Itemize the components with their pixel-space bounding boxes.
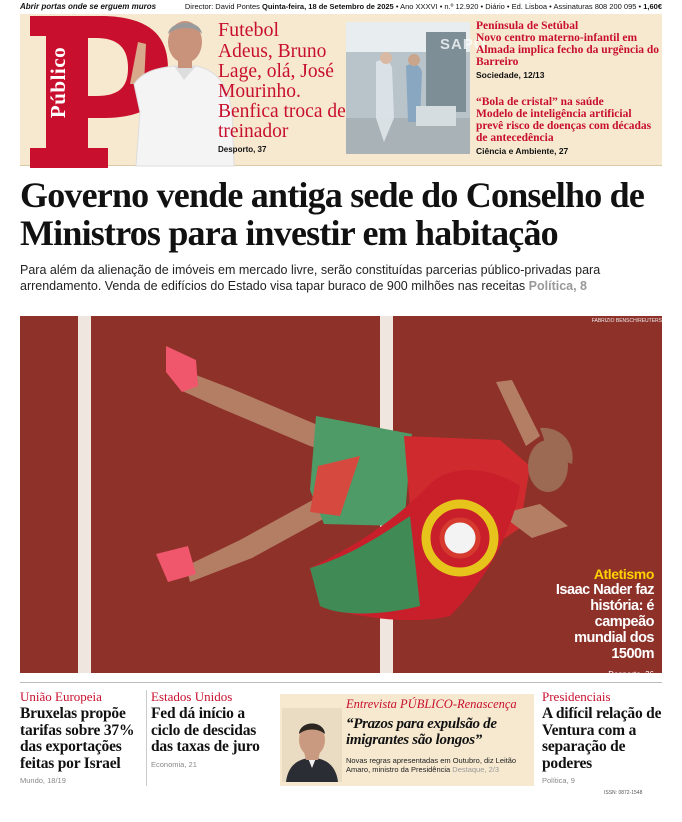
main-deck-text: Para além da alienação de imóveis em mercado livre, serão constituídas parcerias público-privadas para arrendamento. Venda de edifícios do Estado visa tapar buraco de 900 milhões nas receitas (20, 263, 601, 293)
logo-wordmark: Público (46, 46, 70, 119)
sapo-watermark: SAPO (440, 36, 487, 53)
eu-story[interactable] (20, 690, 144, 785)
ai-health-teaser[interactable] (476, 96, 660, 156)
main-headline[interactable]: Governo vende antiga sede do Conselho de Ministros para investir em habitação (20, 175, 645, 253)
main-deck (20, 262, 662, 294)
column-divider (146, 690, 147, 786)
interview-ref: Destaque, 2/3 (452, 765, 499, 774)
interview-box[interactable] (280, 694, 534, 786)
photo-credit: FABRIZIO BENSCH/REUTERS (591, 318, 662, 324)
eu-kicker: União Europeia (20, 689, 102, 704)
us-story[interactable] (151, 690, 275, 769)
issue-date: Quinta-feira, 18 de Setembro de 2025 (262, 2, 394, 11)
athletics-ref: Desporto, 36 (608, 670, 654, 679)
eu-headline: Bruxelas propõe tarifas sobre 37% das exportações feitas por Israel (20, 705, 135, 772)
football-kicker: Futebol (218, 19, 280, 41)
setubal-kicker: Península de Setúbal (476, 20, 579, 32)
football-headline: Adeus, Bruno Lage, olá, José Mourinho. Benfica troca de treinador (218, 41, 346, 142)
us-kicker: Estados Unidos (151, 689, 233, 704)
football-ref: Desporto, 37 (218, 145, 267, 154)
interview-summary (346, 756, 532, 774)
eu-ref: Mundo, 18/19 (20, 776, 66, 785)
slogan: Abrir portas onde se erguem muros (20, 2, 157, 11)
main-deck-ref: Política, 8 (528, 279, 588, 293)
presidential-ref: Política, 9 (542, 776, 575, 785)
presidential-story[interactable] (542, 690, 666, 785)
us-ref: Economia, 21 (151, 759, 197, 769)
interview-summary-text: Novas regras apresentadas em Outubro, diz Leitão Amaro, ministro da Presidência (346, 756, 517, 774)
football-teaser[interactable] (218, 20, 346, 154)
athletics-caption (544, 566, 654, 679)
ai-health-headline: Modelo de inteligência artificial prevê risco de doenças com décadas de antecedência (476, 108, 652, 144)
setubal-headline: Novo centro materno-infantil em Almada implica fecho da urgência do Barreiro (476, 32, 660, 68)
issn-code: ISSN: 0872-1548 (604, 790, 643, 796)
setubal-ref: Sociedade, 12/13 (476, 70, 545, 80)
meta-prefix: Director: David Pontes (184, 2, 263, 11)
presidential-kicker: Presidenciais (542, 689, 611, 704)
price: 1,60€ (643, 2, 662, 11)
masthead (20, 14, 662, 166)
athletics-photo[interactable] (20, 316, 662, 679)
interview-kicker: Entrevista PÚBLICO-Renascença (346, 697, 517, 711)
presidential-headline: A difícil relação de Ventura com a separação de poderes (542, 705, 662, 772)
us-headline: Fed dá início a ciclo de descidas das taxas de juro (151, 705, 260, 755)
bottom-rule (20, 682, 662, 683)
interview-quote: “Prazos para expulsão de imigrantes são longos” (346, 716, 497, 748)
ai-health-kicker: “Bola de cristal” na saúde (476, 96, 604, 108)
athletics-kicker: Atletismo (593, 566, 654, 582)
issue-meta (185, 2, 662, 11)
athletics-headline: Isaac Nader faz história: é campeão mundial dos 1500m (555, 582, 654, 662)
ai-health-ref: Ciência e Ambiente, 27 (476, 146, 569, 156)
meta-mid: • Ano XXXVI • n.º 12.920 • Diário • Ed. Lisboa • Assinaturas 808 200 095 • (393, 2, 644, 11)
setubal-teaser[interactable] (476, 20, 660, 80)
minister-photo (282, 708, 342, 782)
